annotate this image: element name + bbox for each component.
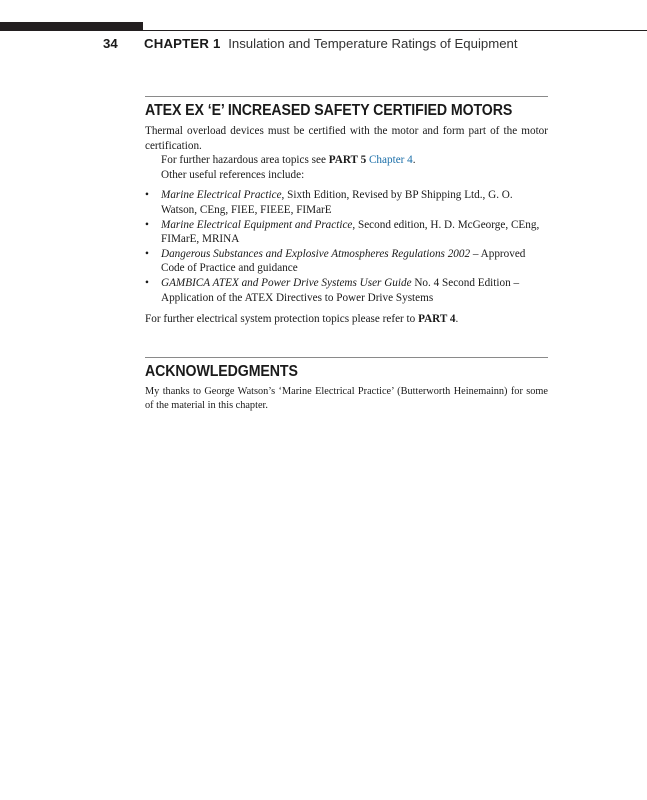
reference-details: No. 4 Second Edition – Application of the ATEX Directives to Power Drive Systems xyxy=(161,276,520,304)
other-refs-paragraph: Other useful references include: xyxy=(161,168,305,181)
section-heading-atex: ATEX EX ‘E’ INCREASED SAFETY CERTIFIED MOTORS xyxy=(145,102,513,119)
header-rule xyxy=(143,30,647,31)
running-header xyxy=(0,36,647,54)
protection-suffix: . xyxy=(455,313,459,326)
header-bar xyxy=(0,22,143,31)
part-5-ref: PART 5 xyxy=(328,154,367,167)
reference-title: Marine Electrical Equipment and Practice xyxy=(161,218,353,231)
list-item xyxy=(145,188,548,217)
section-rule xyxy=(145,357,548,358)
protection-paragraph xyxy=(145,312,548,327)
thermal-overload-paragraph: Thermal overload devices must be certified with the motor and form part of the motor certification. xyxy=(145,125,548,152)
list-item xyxy=(145,218,548,247)
reference-details: , Second edition, H. D. McGeorge, CEng, FIMarE, MRINA xyxy=(161,218,540,246)
chapter-4-link[interactable]: Chapter 4 xyxy=(368,154,413,167)
list-item xyxy=(145,276,548,305)
acknowledgments-text: My thanks to George Watson’s ‘Marine Electrical Practice’ (Butterworth Heinemainn) for some of the material in this chapter. xyxy=(145,386,548,411)
reference-details: – Approved Code of Practice and guidance xyxy=(161,247,526,275)
atex-section xyxy=(145,96,548,327)
bullet: • xyxy=(145,189,149,202)
reference-list xyxy=(145,188,548,305)
chapter-title: Insulation and Temperature Ratings of Equipment xyxy=(228,36,518,51)
part-4-ref: PART 4 xyxy=(418,313,456,326)
section-heading-acknowledgments: ACKNOWLEDGMENTS xyxy=(145,363,298,380)
further-suffix: . xyxy=(412,154,416,167)
reference-title: Marine Electrical Practice xyxy=(161,189,282,202)
acknowledgments-section xyxy=(145,357,548,413)
further-hazardous-paragraph xyxy=(145,153,548,168)
reference-details: , Sixth Edition, Revised by BP Shipping Ltd., G. O. Watson, CEng, FIEE, FIEEE, FIMarE xyxy=(161,189,513,216)
reference-title: Dangerous Substances and Explosive Atmospheres Regulations 2002 xyxy=(161,247,471,260)
bullet: • xyxy=(145,276,149,289)
chapter-label: CHAPTER 1 xyxy=(144,36,221,51)
bullet: • xyxy=(145,218,149,231)
page-number: 34 xyxy=(103,36,118,51)
bullet: • xyxy=(145,247,149,260)
protection-prefix: For further electrical system protection topics please refer to xyxy=(145,313,419,326)
further-prefix: For further hazardous area topics see xyxy=(161,154,329,167)
reference-title: GAMBICA ATEX and Power Drive Systems User Guide xyxy=(161,276,412,289)
section-rule xyxy=(145,96,548,97)
chapter-heading xyxy=(144,36,518,51)
list-item xyxy=(145,247,548,276)
